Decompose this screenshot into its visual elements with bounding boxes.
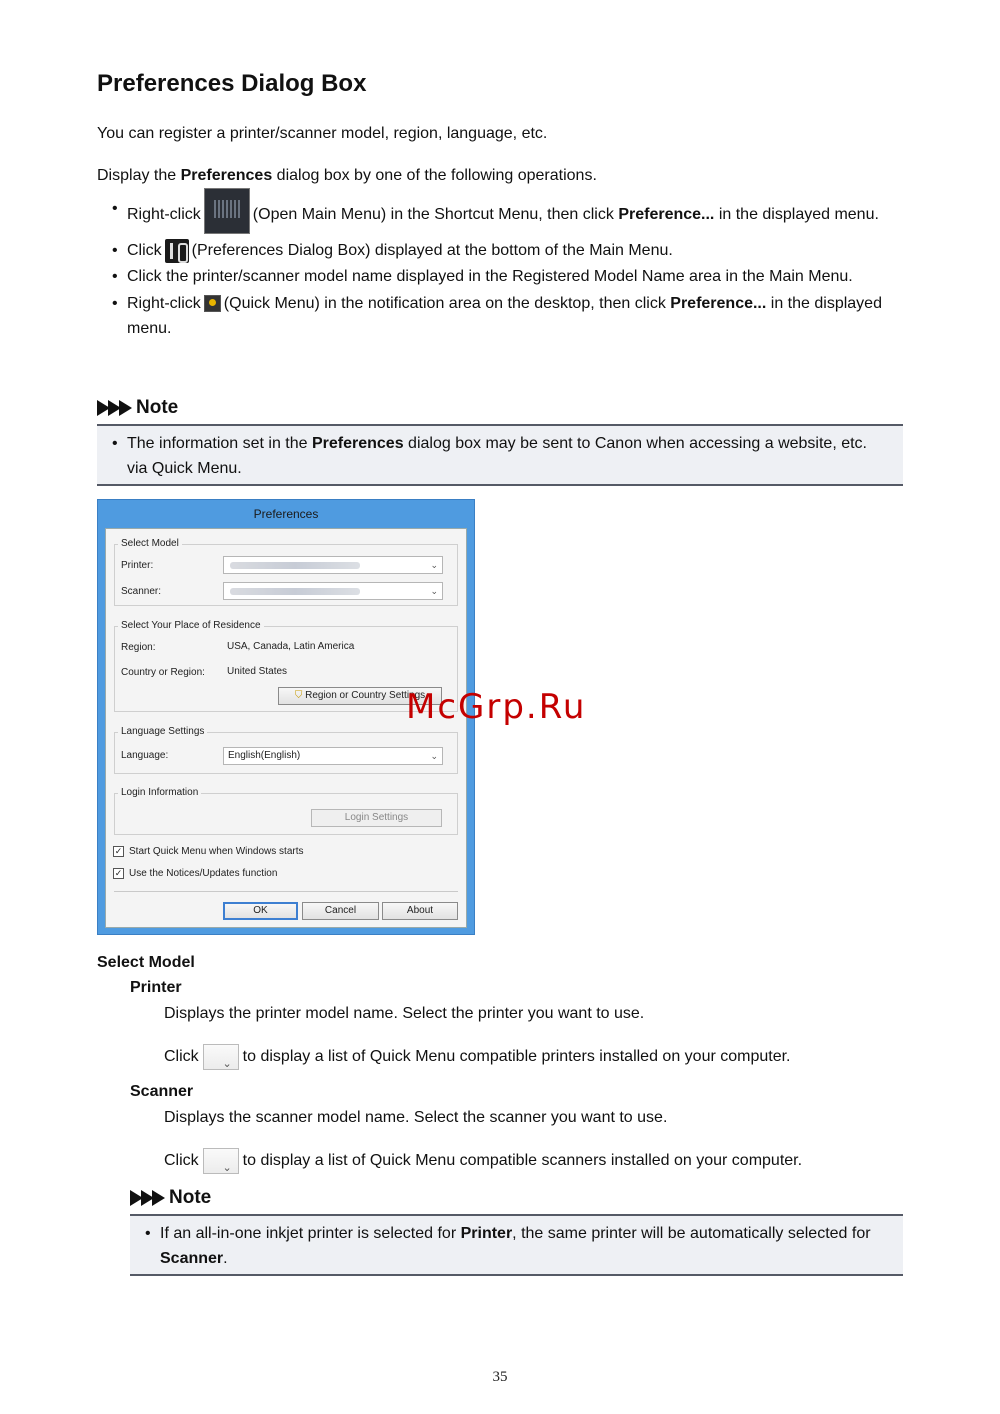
list-item: • Right-click (Quick Menu) in the notification area on the desktop, then click Preference... in the displayed menu.	[112, 291, 912, 341]
printer-heading: Printer	[130, 979, 182, 996]
region-country-settings-button[interactable]: ⛉ Region or Country Settings	[278, 687, 442, 705]
dropdown-button-icon	[203, 1044, 239, 1070]
start-quick-menu-label: Start Quick Menu when Windows starts	[129, 846, 304, 857]
dropdown-button-icon	[203, 1148, 239, 1174]
blurred-scanner-name	[230, 588, 360, 595]
note-arrows-icon	[130, 1190, 163, 1206]
about-button[interactable]: About	[382, 902, 458, 920]
scanner-label: Scanner:	[121, 586, 162, 597]
note-heading: Note	[130, 1187, 211, 1209]
region-label: Region:	[121, 642, 156, 653]
cancel-button[interactable]: Cancel	[302, 902, 379, 920]
notices-updates-label: Use the Notices/Updates function	[129, 868, 278, 879]
ok-button[interactable]: OK	[223, 902, 298, 920]
list-item: • Click the printer/scanner model name displayed in the Registered Model Name area in the Main Menu.	[112, 264, 912, 289]
quick-menu-icon	[204, 295, 221, 312]
chevron-down-icon: ⌄	[430, 560, 438, 570]
dialog-body	[105, 528, 467, 928]
blurred-printer-name	[230, 562, 360, 569]
note-arrows-icon	[97, 400, 130, 416]
note-heading: Note	[97, 397, 178, 419]
note-item: • If an all-in-one inkjet printer is selected for Printer, the same printer will be automatically selected for Scanner.	[145, 1221, 885, 1271]
chevron-down-icon: ⌄	[430, 751, 438, 761]
preferences-dialog-icon	[165, 239, 189, 263]
country-value: United States	[227, 666, 288, 677]
intro-text: You can register a printer/scanner model, region, language, etc.	[97, 125, 548, 142]
country-label: Country or Region:	[121, 667, 205, 678]
note-item: • The information set in the Preferences dialog box may be sent to Canon when accessing a website, etc. via Quick Menu.	[112, 431, 882, 481]
scanner-description: Displays the scanner model name. Select the scanner you want to use.	[164, 1109, 668, 1126]
note-box	[130, 1214, 903, 1276]
printer-click-instruction: Click⌄ to display a list of Quick Menu compatible printers installed on your computer.	[164, 1040, 791, 1074]
page-title: Preferences Dialog Box	[97, 70, 367, 97]
printer-description: Displays the printer model name. Select the printer you want to use.	[164, 1005, 645, 1022]
display-instruction: Display the Preferences dialog box by one of the following operations.	[97, 167, 597, 184]
printer-label: Printer:	[121, 560, 154, 571]
language-group-title: Language Settings	[118, 726, 207, 737]
list-item: • Right-click (Open Main Menu) in the Shortcut Menu, then click Preference... in the displayed menu.	[112, 196, 912, 234]
scanner-click-instruction: Click⌄ to display a list of Quick Menu compatible scanners installed on your computer.	[164, 1144, 802, 1178]
watermark: McGrp.Ru	[406, 687, 587, 727]
open-main-menu-icon	[204, 188, 250, 234]
page-number: 35	[492, 1369, 508, 1385]
note-box	[97, 424, 903, 486]
scanner-heading: Scanner	[130, 1083, 194, 1100]
login-group-title: Login Information	[118, 787, 201, 798]
select-model-group-title: Select Model	[118, 538, 182, 549]
region-value: USA, Canada, Latin America	[227, 641, 355, 652]
list-item: • Click (Preferences Dialog Box) displayed at the bottom of the Main Menu.	[112, 238, 912, 263]
shield-icon: ⛉	[294, 690, 306, 701]
printer-combo[interactable]	[223, 556, 443, 574]
chevron-down-icon: ⌄	[430, 586, 438, 596]
operations-list	[112, 196, 912, 341]
language-label: Language:	[121, 750, 169, 761]
language-combo[interactable]: English(English) ⌄	[223, 747, 443, 765]
divider	[114, 891, 458, 892]
notices-updates-checkbox[interactable]: ✓	[114, 868, 123, 878]
start-quick-menu-checkbox[interactable]: ✓	[114, 846, 123, 856]
login-settings-button[interactable]: Login Settings	[311, 809, 442, 827]
dialog-title: Preferences	[253, 507, 319, 521]
scanner-combo[interactable]	[223, 582, 443, 600]
select-model-heading: Select Model	[97, 954, 195, 971]
residence-group-title: Select Your Place of Residence	[118, 620, 264, 631]
